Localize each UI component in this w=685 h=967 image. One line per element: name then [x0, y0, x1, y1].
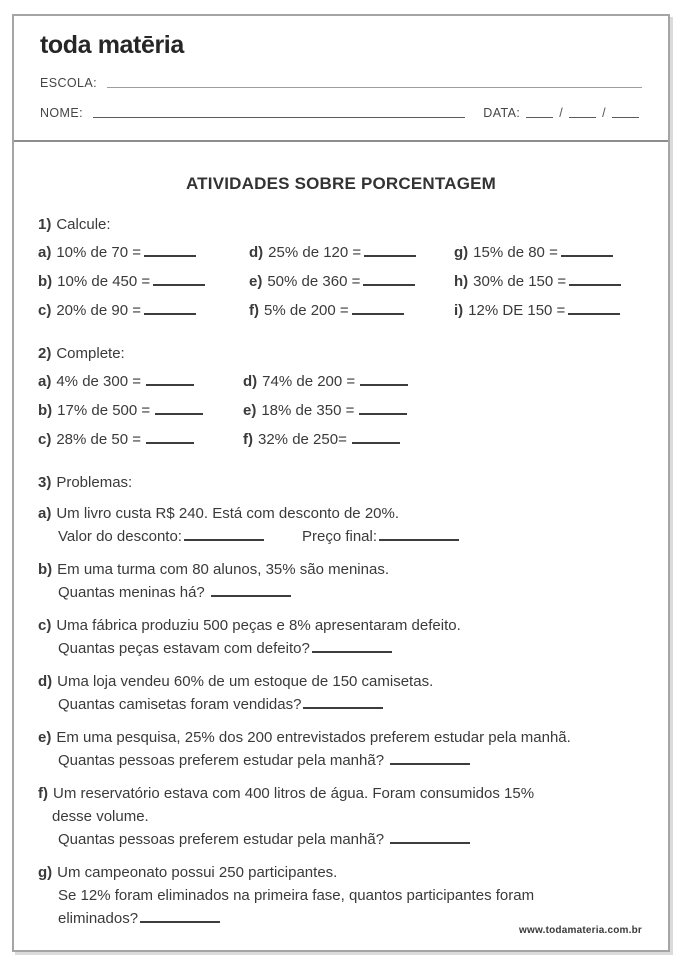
- statement-text: Um campeonato possui 250 participantes.: [57, 864, 338, 881]
- problem-e: [38, 726, 644, 772]
- item-letter: e): [38, 729, 52, 746]
- answer-blank: [363, 275, 415, 286]
- q1-item-f: [249, 302, 454, 319]
- q2-item-d: [243, 373, 508, 390]
- statement-text: Em uma turma com 80 alunos, 35% são meninas.: [57, 561, 389, 578]
- answer-blank: [303, 698, 383, 709]
- item-text: 15% de 80 =: [473, 244, 558, 261]
- question-text: Quantas meninas há?: [58, 584, 205, 601]
- item-letter: g): [454, 244, 469, 261]
- q1-item-g: [454, 244, 644, 261]
- item-text: 4% de 300 =: [56, 373, 141, 390]
- item-letter: d): [249, 244, 264, 261]
- item-text: 50% de 360 =: [267, 273, 361, 290]
- q2-heading: [38, 345, 644, 362]
- item-letter: a): [38, 505, 52, 522]
- q1-item-h: [454, 273, 644, 290]
- problem-question-line: [38, 693, 644, 716]
- school-fill-line: [107, 86, 642, 88]
- item-letter: d): [38, 673, 53, 690]
- item-text: 30% de 150 =: [473, 273, 567, 290]
- problem-g: [38, 861, 644, 930]
- date-day-blank: [526, 116, 553, 118]
- item-text: 28% de 50 =: [56, 431, 141, 448]
- item-text: 18% de 350 =: [261, 402, 355, 419]
- item-letter: a): [38, 373, 52, 390]
- problem-answer-line: [38, 525, 644, 548]
- item-letter: e): [243, 402, 257, 419]
- item-text: 12% DE 150 =: [468, 302, 566, 319]
- statement-text: Um livro custa R$ 240. Está com desconto de 20%.: [56, 505, 400, 522]
- q1-item-e: [249, 273, 454, 290]
- name-date-row: [40, 106, 642, 120]
- q2-item-c: [38, 431, 243, 448]
- school-label: ESCOLA:: [40, 76, 97, 90]
- answer-blank: [211, 586, 291, 597]
- statement-text: Uma fábrica produziu 500 peças e 8% apresentaram defeito.: [56, 617, 461, 634]
- worksheet-content: [14, 142, 668, 930]
- item-text: 5% de 200 =: [264, 302, 349, 319]
- answer-label: Preço final:: [301, 528, 378, 545]
- answer-blank: [144, 246, 196, 257]
- problem-question-line: [38, 828, 644, 851]
- q2-item-e: [243, 402, 508, 419]
- item-letter: c): [38, 431, 52, 448]
- section-problemas: [38, 474, 644, 930]
- problem-b: [38, 558, 644, 604]
- item-text: 10% de 70 =: [56, 244, 141, 261]
- date-month-blank: [569, 116, 596, 118]
- date-separator: /: [602, 106, 606, 120]
- answer-blank: [146, 375, 194, 386]
- problem-statement: [38, 502, 644, 525]
- answer-blank: [390, 833, 470, 844]
- item-letter: c): [38, 302, 52, 319]
- q2-heading-text: Complete:: [56, 345, 125, 362]
- q1-grid: [38, 244, 644, 319]
- q2-item-b: [38, 402, 243, 419]
- question-text: Quantas pessoas preferem estudar pela manhã?: [58, 752, 385, 769]
- worksheet-header: [14, 16, 668, 142]
- question-text: Quantas peças estavam com defeito?: [58, 640, 310, 657]
- toda-materia-logo: toda matēria: [40, 31, 184, 59]
- statement-text: Em uma pesquisa, 25% dos 200 entrevistados preferem estudar pela manhã.: [56, 729, 571, 746]
- question-text: eliminados?: [58, 910, 139, 927]
- item-text: 10% de 450 =: [57, 273, 151, 290]
- q1-heading-text: Calcule:: [56, 216, 111, 233]
- section-complete: [38, 345, 644, 448]
- date-part: [483, 106, 642, 120]
- school-row: [40, 76, 642, 90]
- item-text: 32% de 250=: [258, 431, 347, 448]
- problem-statement: [38, 861, 644, 884]
- item-letter: g): [38, 864, 53, 881]
- answer-blank: [352, 433, 400, 444]
- answer-blank: [568, 304, 620, 315]
- page-title: ATIVIDADES SOBRE PORCENTAGEM: [185, 174, 497, 193]
- problem-statement-continued: [38, 805, 644, 828]
- item-letter: b): [38, 273, 53, 290]
- problem-statement: [38, 726, 644, 749]
- answer-blank: [352, 304, 404, 315]
- q2-heading-number: 2): [38, 345, 52, 362]
- item-text: 20% de 90 =: [56, 302, 141, 319]
- date-year-blank: [612, 116, 639, 118]
- item-text: 25% de 120 =: [268, 244, 362, 261]
- item-letter: d): [243, 373, 258, 390]
- item-letter: h): [454, 273, 469, 290]
- answer-blank: [140, 912, 220, 923]
- name-label: NOME:: [40, 106, 83, 120]
- item-letter: c): [38, 617, 52, 634]
- q1-heading: [38, 216, 644, 233]
- item-letter: b): [38, 402, 53, 419]
- answer-blank: [561, 246, 613, 257]
- item-letter: i): [454, 302, 464, 319]
- problem-question-line: [38, 884, 644, 907]
- answer-blank: [155, 404, 203, 415]
- answer-blank: [153, 275, 205, 286]
- problem-question-line: [38, 749, 644, 772]
- statement-text: Um reservatório estava com 400 litros de água. Foram consumidos 15%: [53, 785, 535, 802]
- website-url: www.todamateria.com.br: [519, 925, 642, 936]
- name-fill-line: [93, 116, 465, 118]
- problem-question-line: [38, 581, 644, 604]
- problem-statement: [38, 782, 644, 805]
- problem-f: [38, 782, 644, 851]
- answer-label: Valor do desconto:: [58, 528, 182, 545]
- answer-blank: [364, 246, 416, 257]
- q2-item-a: [38, 373, 243, 390]
- q2-item-f: [243, 431, 508, 448]
- section-calcule: [38, 216, 644, 319]
- q1-item-d: [249, 244, 454, 261]
- problem-a: [38, 502, 644, 548]
- question-text: Quantas pessoas preferem estudar pela manhã?: [58, 831, 385, 848]
- question-text: Quantas camisetas foram vendidas?: [58, 696, 302, 713]
- answer-blank: [184, 530, 264, 541]
- problem-statement: [38, 670, 644, 693]
- q1-heading-number: 1): [38, 216, 52, 233]
- item-letter: f): [38, 785, 48, 802]
- date-separator: /: [559, 106, 564, 120]
- answer-blank: [379, 530, 459, 541]
- statement-text: Uma loja vendeu 60% de um estoque de 150 camisetas.: [57, 673, 434, 690]
- problem-question-line: [38, 637, 644, 660]
- item-text: 17% de 500 =: [57, 402, 151, 419]
- item-letter: f): [249, 302, 259, 319]
- answer-blank: [146, 433, 194, 444]
- q3-heading: [38, 474, 644, 491]
- q1-item-a: [38, 244, 249, 261]
- item-text: 74% de 200 =: [262, 373, 356, 390]
- answer-blank: [390, 754, 470, 765]
- statement-text: desse volume.: [52, 808, 149, 825]
- date-label: DATA:: [483, 106, 521, 120]
- answer-blank: [359, 404, 407, 415]
- question-text: Se 12% foram eliminados na primeira fase, quantos participantes foram: [58, 887, 535, 904]
- item-letter: e): [249, 273, 263, 290]
- q3-heading-number: 3): [38, 474, 52, 491]
- q3-heading-text: Problemas:: [56, 474, 133, 491]
- answer-blank: [312, 642, 392, 653]
- answer-blank: [569, 275, 621, 286]
- answer-blank: [360, 375, 408, 386]
- answer-blank: [144, 304, 196, 315]
- q2-grid: [38, 373, 508, 448]
- problem-d: [38, 670, 644, 716]
- item-letter: b): [38, 561, 53, 578]
- q1-item-i: [454, 302, 644, 319]
- item-letter: a): [38, 244, 52, 261]
- item-letter: f): [243, 431, 253, 448]
- problem-statement: [38, 558, 644, 581]
- q1-item-c: [38, 302, 249, 319]
- q1-item-b: [38, 273, 249, 290]
- problem-c: [38, 614, 644, 660]
- worksheet-sheet: [12, 14, 670, 952]
- problem-statement: [38, 614, 644, 637]
